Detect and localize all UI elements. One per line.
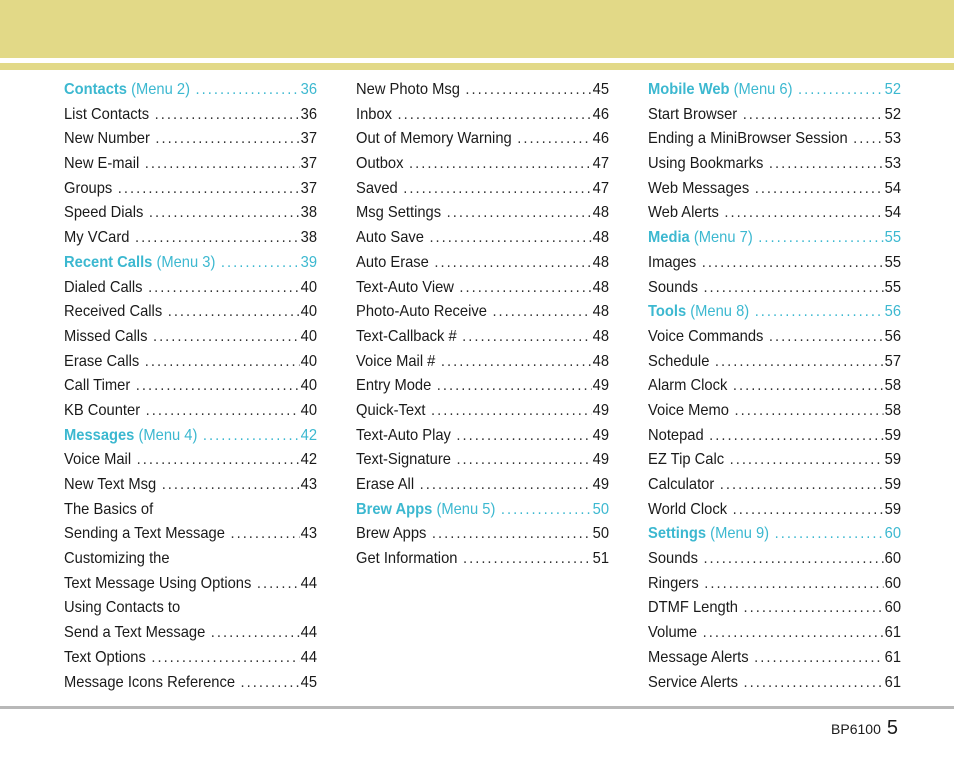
- model-name: BP6100: [831, 721, 881, 737]
- toc-column-2: [356, 78, 610, 572]
- toc-entry: [648, 547, 901, 572]
- entry-page-number: 48: [592, 253, 609, 271]
- entry-page-number: 44: [300, 574, 317, 592]
- dot-leader: [724, 201, 883, 226]
- dot-leader: [221, 251, 300, 276]
- toc-entry: [356, 127, 609, 152]
- section-menu-number: (Menu 4): [138, 426, 198, 444]
- entry-page-number: 49: [592, 401, 609, 419]
- entry-label: Photo-Auto Receive: [356, 303, 487, 321]
- dot-leader: [441, 350, 592, 375]
- dot-leader: [733, 498, 884, 523]
- toc-entry: [648, 251, 901, 276]
- entry-label: Groups: [64, 179, 113, 197]
- entry-page-number: 50: [592, 500, 609, 518]
- dot-leader: [151, 646, 299, 671]
- dot-leader: [146, 399, 300, 424]
- dot-leader: [434, 251, 591, 276]
- entry-page-number: 55: [884, 253, 901, 271]
- entry-page-number: 49: [592, 451, 609, 469]
- section-title: [356, 498, 501, 523]
- dot-leader: [196, 78, 300, 103]
- entry-page-number: 48: [592, 327, 609, 345]
- entry-label: New E-mail: [64, 155, 140, 173]
- entry-page-number: 37: [300, 179, 317, 197]
- entry-label: New Number: [64, 130, 150, 148]
- dot-leader: [730, 448, 884, 473]
- section-title: [64, 251, 221, 276]
- dot-leader: [420, 473, 592, 498]
- footer-rule: [0, 706, 954, 709]
- entry-label: Sending a Text Message: [64, 525, 225, 543]
- dot-leader: [720, 473, 884, 498]
- dot-leader: [755, 300, 884, 325]
- toc-entry: [648, 621, 901, 646]
- toc-entry: [356, 78, 609, 103]
- toc-entry: [64, 547, 317, 572]
- entry-page-number: 53: [884, 155, 901, 173]
- section-title: [648, 522, 775, 547]
- entry-label: Auto Erase: [356, 253, 429, 271]
- toc-entry: [64, 572, 317, 597]
- entry-label: My VCard: [64, 229, 130, 247]
- entry-page-number: 61: [884, 648, 901, 666]
- dot-leader: [702, 251, 884, 276]
- dot-leader: [135, 226, 300, 251]
- entry-label: Alarm Clock: [648, 377, 728, 395]
- dot-leader: [211, 621, 300, 646]
- toc-entry: [648, 473, 901, 498]
- entry-page-number: 40: [300, 352, 317, 370]
- entry-label: Msg Settings: [356, 204, 442, 222]
- toc-entry: [356, 522, 609, 547]
- toc-entry: [648, 448, 901, 473]
- entry-label: Schedule: [648, 352, 710, 370]
- entry-label: Using Contacts to: [64, 599, 181, 617]
- toc-entry: [64, 671, 317, 696]
- entry-page-number: 40: [300, 327, 317, 345]
- dot-leader: [501, 498, 592, 523]
- entry-page-number: 58: [884, 377, 901, 395]
- header-band: [0, 0, 954, 58]
- toc-entry: [356, 103, 609, 128]
- dot-leader: [758, 226, 883, 251]
- entry-page-number: 55: [884, 278, 901, 296]
- toc-entry: [356, 547, 609, 572]
- entry-page-number: 59: [884, 451, 901, 469]
- toc-column-3: [648, 78, 902, 695]
- entry-label: DTMF Length: [648, 599, 738, 617]
- dot-leader: [517, 127, 591, 152]
- entry-page-number: 60: [884, 550, 901, 568]
- toc-entry: [64, 226, 317, 251]
- section-menu-number: (Menu 6): [733, 81, 793, 98]
- toc-column-1: [64, 78, 318, 695]
- section-name: Messages: [64, 426, 135, 444]
- toc-entry: [64, 276, 317, 301]
- toc-entry: [648, 646, 901, 671]
- toc-section-heading: [356, 498, 609, 523]
- entry-page-number: 39: [300, 253, 317, 271]
- entry-page-number: 52: [884, 105, 901, 123]
- entry-label: Text-Callback #: [356, 327, 457, 345]
- toc-entry: [64, 201, 317, 226]
- entry-page-number: 60: [884, 525, 901, 543]
- entry-label: Call Timer: [64, 377, 131, 395]
- dot-leader: [744, 671, 884, 696]
- dot-leader: [437, 374, 592, 399]
- dot-leader: [853, 127, 884, 152]
- toc-entry: [64, 399, 317, 424]
- entry-page-number: 49: [592, 377, 609, 395]
- toc-entry: [356, 325, 609, 350]
- entry-label: Voice Commands: [648, 327, 764, 345]
- toc-entry: [648, 152, 901, 177]
- entry-page-number: 60: [884, 574, 901, 592]
- toc-entry: [356, 350, 609, 375]
- toc-section-heading: [648, 300, 901, 325]
- entry-label: Outbox: [356, 155, 404, 173]
- dot-leader: [145, 152, 300, 177]
- toc-entry: [356, 399, 609, 424]
- dot-leader: [703, 547, 883, 572]
- toc-entry: [356, 226, 609, 251]
- toc-entry: [356, 251, 609, 276]
- entry-page-number: 59: [884, 426, 901, 444]
- entry-label: The Basics of: [64, 500, 154, 518]
- section-title: [648, 300, 755, 325]
- entry-page-number: 47: [592, 155, 609, 173]
- dot-leader: [755, 177, 884, 202]
- entry-label: Service Alerts: [648, 673, 738, 691]
- dot-leader: [456, 448, 591, 473]
- entry-page-number: 40: [300, 401, 317, 419]
- toc-entry: [64, 448, 317, 473]
- toc-entry: [64, 522, 317, 547]
- entry-page-number: 42: [300, 451, 317, 469]
- entry-label: Ending a MiniBrowser Session: [648, 130, 848, 148]
- entry-page-number: 36: [300, 81, 317, 98]
- entry-page-number: 44: [300, 648, 317, 666]
- entry-page-number: 37: [300, 130, 317, 148]
- toc-entry: [64, 646, 317, 671]
- toc-entry: [64, 300, 317, 325]
- toc-entry: [648, 325, 901, 350]
- dot-leader: [769, 325, 884, 350]
- entry-page-number: 60: [884, 599, 901, 617]
- dot-leader: [168, 300, 300, 325]
- entry-label: Volume: [648, 624, 698, 642]
- entry-page-number: 54: [884, 204, 901, 222]
- entry-label: Calculator: [648, 476, 715, 493]
- dot-leader: [775, 522, 884, 547]
- dot-leader: [118, 177, 300, 202]
- entry-label: Ringers: [648, 574, 699, 592]
- dot-leader: [203, 424, 300, 449]
- section-menu-number: (Menu 9): [710, 525, 770, 543]
- dot-leader: [137, 448, 300, 473]
- entry-label: KB Counter: [64, 401, 141, 419]
- dot-leader: [462, 325, 592, 350]
- entry-page-number: 38: [300, 204, 317, 222]
- toc-entry: [64, 498, 317, 523]
- toc-entry: [356, 201, 609, 226]
- toc-entry: [648, 399, 901, 424]
- entry-page-number: 40: [300, 303, 317, 321]
- dot-leader: [743, 103, 884, 128]
- dot-leader: [149, 201, 300, 226]
- entry-label: Dialed Calls: [64, 278, 143, 296]
- dot-leader: [145, 350, 300, 375]
- dot-leader: [155, 103, 300, 128]
- entry-label: Out of Memory Warning: [356, 130, 512, 148]
- entry-page-number: 40: [300, 278, 317, 296]
- toc-entry: [648, 127, 901, 152]
- entry-page-number: 48: [592, 204, 609, 222]
- dot-leader: [465, 78, 591, 103]
- entry-label: Text Options: [64, 648, 146, 666]
- dot-leader: [754, 646, 884, 671]
- entry-label: Notepad: [648, 426, 704, 444]
- section-title: [648, 78, 798, 103]
- toc-entry: [648, 103, 901, 128]
- toc-entry: [64, 350, 317, 375]
- entry-page-number: 56: [884, 327, 901, 345]
- entry-label: EZ Tip Calc: [648, 451, 725, 469]
- dot-leader: [257, 572, 300, 597]
- entry-page-number: 48: [592, 278, 609, 296]
- dot-leader: [409, 152, 592, 177]
- toc-entry: [64, 325, 317, 350]
- dot-leader: [153, 325, 300, 350]
- entry-label: Quick-Text: [356, 401, 426, 419]
- section-name: Brew Apps: [356, 500, 433, 518]
- entry-label: Voice Memo: [648, 401, 730, 419]
- section-menu-number: (Menu 7): [693, 229, 753, 247]
- entry-label: Entry Mode: [356, 377, 432, 395]
- toc-entry: [356, 177, 609, 202]
- toc-entry: [648, 596, 901, 621]
- entry-label: Erase All: [356, 476, 415, 493]
- entry-page-number: 46: [592, 105, 609, 123]
- toc-entry: [64, 152, 317, 177]
- entry-label: Missed Calls: [64, 327, 148, 345]
- toc-section-heading: [648, 522, 901, 547]
- entry-page-number: 49: [592, 476, 609, 493]
- entry-label: Sounds: [648, 550, 698, 568]
- entry-page-number: 50: [592, 525, 609, 543]
- entry-label: Message Icons Reference: [64, 673, 236, 691]
- toc-entry: [356, 374, 609, 399]
- section-title: [648, 226, 758, 251]
- entry-label: Text-Auto View: [356, 278, 454, 296]
- toc-entry: [64, 127, 317, 152]
- dot-leader: [735, 399, 884, 424]
- dot-leader: [241, 671, 300, 696]
- toc-entry: [64, 374, 317, 399]
- entry-page-number: 36: [300, 105, 317, 123]
- entry-page-number: 52: [884, 81, 901, 98]
- entry-label: New Photo Msg: [356, 81, 460, 98]
- entry-label: Web Messages: [648, 179, 750, 197]
- section-title: [64, 78, 196, 103]
- dot-leader: [798, 78, 884, 103]
- section-name: Contacts: [64, 81, 127, 98]
- dot-leader: [492, 300, 591, 325]
- entry-page-number: 53: [884, 130, 901, 148]
- dot-leader: [398, 103, 592, 128]
- entry-page-number: 54: [884, 179, 901, 197]
- entry-label: List Contacts: [64, 105, 150, 123]
- section-menu-number: (Menu 2): [131, 81, 190, 98]
- entry-label: Sounds: [648, 278, 698, 296]
- entry-label: World Clock: [648, 500, 728, 518]
- entry-label: Auto Save: [356, 229, 424, 247]
- entry-label: Text Message Using Options: [64, 574, 252, 592]
- entry-page-number: 47: [592, 179, 609, 197]
- entry-label: Web Alerts: [648, 204, 719, 222]
- entry-page-number: 57: [884, 352, 901, 370]
- entry-label: Customizing the: [64, 550, 170, 568]
- toc-entry: [648, 201, 901, 226]
- section-name: Mobile Web: [648, 81, 730, 98]
- entry-page-number: 45: [300, 673, 317, 691]
- entry-page-number: 43: [300, 476, 317, 493]
- section-title: [64, 424, 203, 449]
- dot-leader: [162, 473, 300, 498]
- dot-leader: [715, 350, 884, 375]
- section-menu-number: (Menu 3): [156, 253, 216, 271]
- entry-page-number: 45: [592, 81, 609, 98]
- toc-entry: [64, 103, 317, 128]
- dot-leader: [704, 572, 883, 597]
- page-footer: [831, 717, 898, 740]
- toc-entry: [356, 424, 609, 449]
- toc-section-heading: [64, 78, 317, 103]
- entry-label: Start Browser: [648, 105, 738, 123]
- dot-leader: [769, 152, 884, 177]
- toc-entry: [64, 473, 317, 498]
- entry-page-number: 55: [884, 229, 901, 247]
- toc-entry: [356, 276, 609, 301]
- section-name: Settings: [648, 525, 707, 543]
- toc-entry: [64, 596, 317, 621]
- dot-leader: [463, 547, 592, 572]
- entry-label: Erase Calls: [64, 352, 140, 370]
- entry-page-number: 59: [884, 476, 901, 493]
- toc-entry: [356, 300, 609, 325]
- toc-entry: [648, 177, 901, 202]
- dot-leader: [230, 522, 299, 547]
- toc-section-heading: [64, 251, 317, 276]
- dot-leader: [709, 424, 884, 449]
- entry-page-number: 61: [884, 673, 901, 691]
- toc-entry: [648, 572, 901, 597]
- entry-label: Get Information: [356, 550, 458, 568]
- dot-leader: [459, 276, 591, 301]
- entry-label: Voice Mail #: [356, 352, 436, 370]
- entry-page-number: 40: [300, 377, 317, 395]
- entry-label: Images: [648, 253, 697, 271]
- entry-page-number: 59: [884, 500, 901, 518]
- page-number: 5: [886, 717, 898, 739]
- entry-label: Voice Mail: [64, 451, 132, 469]
- entry-label: Message Alerts: [648, 648, 749, 666]
- entry-page-number: 48: [592, 229, 609, 247]
- dot-leader: [429, 226, 591, 251]
- entry-label: Received Calls: [64, 303, 163, 321]
- toc-entry: [648, 276, 901, 301]
- toc-entry: [356, 448, 609, 473]
- dot-leader: [148, 276, 300, 301]
- toc-entry: [648, 498, 901, 523]
- entry-page-number: 43: [300, 525, 317, 543]
- dot-leader: [431, 399, 592, 424]
- entry-page-number: 48: [592, 352, 609, 370]
- dot-leader: [703, 276, 883, 301]
- toc-entry: [356, 152, 609, 177]
- dot-leader: [733, 374, 884, 399]
- entry-page-number: 42: [300, 426, 317, 444]
- section-menu-number: (Menu 8): [690, 303, 750, 321]
- toc-entry: [64, 177, 317, 202]
- section-name: Media: [648, 229, 690, 247]
- toc-entry: [648, 671, 901, 696]
- entry-page-number: 46: [592, 130, 609, 148]
- entry-page-number: 44: [300, 624, 317, 642]
- dot-leader: [155, 127, 299, 152]
- entry-label: Using Bookmarks: [648, 155, 764, 173]
- entry-label: Speed Dials: [64, 204, 144, 222]
- section-name: Recent Calls: [64, 253, 153, 271]
- entry-page-number: 49: [592, 426, 609, 444]
- dot-leader: [432, 522, 592, 547]
- entry-page-number: 38: [300, 229, 317, 247]
- toc-section-heading: [648, 226, 901, 251]
- dot-leader: [744, 596, 884, 621]
- entry-page-number: 56: [884, 303, 901, 321]
- entry-page-number: 37: [300, 155, 317, 173]
- entry-label: Inbox: [356, 105, 393, 123]
- dot-leader: [403, 177, 591, 202]
- section-menu-number: (Menu 5): [436, 500, 496, 518]
- entry-label: Brew Apps: [356, 525, 427, 543]
- entry-page-number: 58: [884, 401, 901, 419]
- header-stripe: [0, 63, 954, 70]
- entry-label: Text-Signature: [356, 451, 451, 469]
- section-name: Tools: [648, 303, 687, 321]
- dot-leader: [703, 621, 884, 646]
- entry-page-number: 48: [592, 303, 609, 321]
- dot-leader: [447, 201, 592, 226]
- entry-label: Saved: [356, 179, 398, 197]
- entry-page-number: 61: [884, 624, 901, 642]
- toc-section-heading: [64, 424, 317, 449]
- toc-entry: [356, 473, 609, 498]
- toc-entry: [648, 424, 901, 449]
- toc-entry: [648, 374, 901, 399]
- toc-entry: [64, 621, 317, 646]
- entry-label: Text-Auto Play: [356, 426, 451, 444]
- dot-leader: [136, 374, 300, 399]
- toc-section-heading: [648, 78, 901, 103]
- entry-label: New Text Msg: [64, 476, 157, 493]
- toc-entry: [648, 350, 901, 375]
- entry-label: Send a Text Message: [64, 624, 206, 642]
- entry-page-number: 51: [592, 550, 609, 568]
- dot-leader: [456, 424, 591, 449]
